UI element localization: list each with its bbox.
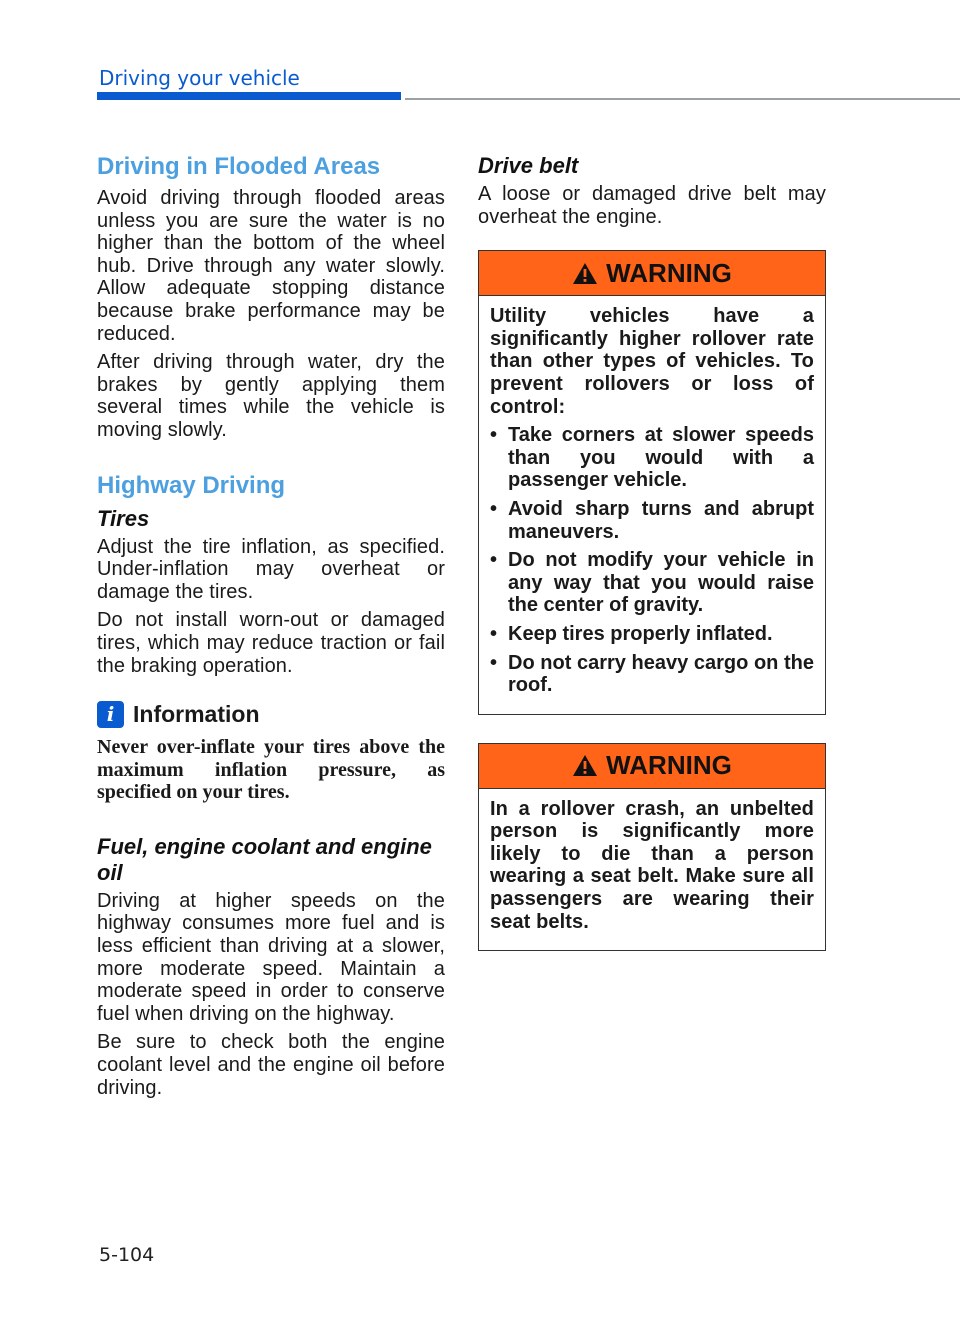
warning-body [479, 789, 825, 951]
header-rule [405, 98, 960, 100]
warning-box-rollover [478, 250, 826, 715]
warning-body [479, 296, 825, 714]
header-bar [97, 92, 401, 100]
warning-triangle-icon [572, 754, 598, 777]
warning-list [490, 424, 814, 697]
list-item: • Keep tires properly inflated. [490, 623, 814, 646]
tires-paragraph-1: Adjust the tire inflation, as specified. Under-inflation may overheat or damage the tires. [97, 535, 445, 603]
warning-triangle-icon [572, 262, 598, 285]
information-heading [97, 701, 445, 728]
warning-header [479, 744, 825, 789]
warning-label: WARNING [606, 750, 732, 781]
tires-title: Tires [97, 505, 150, 531]
info-icon: i [97, 701, 124, 728]
warning-label: WARNING [606, 257, 732, 288]
flood-paragraph-1: Avoid driving through flooded areas unless you are sure the water is no higher than the bottom of the wheel hub. Drive through any water slowly. Allow adequate stopping distance because brake performance may be reduced. [97, 187, 445, 345]
highway-title: Highway Driving [97, 471, 286, 499]
belt-title: Drive belt [478, 153, 579, 178]
flood-paragraph-2: After driving through water, dry the brakes by gently applying them several times while the vehicle is moving slowly. [97, 351, 445, 441]
list-item: • Avoid sharp turns and abrupt maneuvers. [490, 498, 814, 543]
warning-intro: Utility vehicles have a significantly higher rollover rate than other types of vehicles. To prevent rollovers or loss of control: [490, 305, 814, 418]
warning-box-seatbelt [478, 743, 826, 952]
list-item: • Take corners at slower speeds than you would with a passenger vehicle. [490, 424, 814, 492]
information-text: Never over-inflate your tires above the maximum inflation pressure, as specified on your tires. [97, 736, 445, 804]
fuel-title: Fuel, engine coolant and engine oil [97, 833, 432, 885]
page-number: 5-104 [99, 1244, 155, 1266]
section-header: Driving your vehicle [99, 66, 300, 90]
list-item: • Do not modify your vehicle in any way that you would raise the center of gravity. [490, 549, 814, 617]
flood-title: Driving in Flooded Areas [97, 153, 381, 180]
list-item: • Do not carry heavy cargo on the roof. [490, 652, 814, 697]
warning-header [479, 251, 825, 296]
belt-paragraph: A loose or damaged drive belt may overheat the engine. [478, 183, 826, 228]
right-column [478, 153, 826, 951]
fuel-paragraph-1: Driving at higher speeds on the highway consumes more fuel and is less efficient than driving at a slower, more moderate speed. Maintain a moderate speed in order to conserve fuel when driving on the highway. [97, 889, 445, 1025]
warning-text: In a rollover crash, an unbelted person is significantly more likely to die than a person wearing a seat belt. Make sure all passengers are wearing their seat belts. [490, 797, 814, 933]
fuel-paragraph-2: Be sure to check both the engine coolant level and the engine oil before driving. [97, 1031, 445, 1099]
information-title: Information [133, 701, 260, 728]
left-column [97, 153, 445, 1105]
tires-paragraph-2: Do not install worn-out or damaged tires, which may reduce traction or fail the braking operation. [97, 609, 445, 677]
